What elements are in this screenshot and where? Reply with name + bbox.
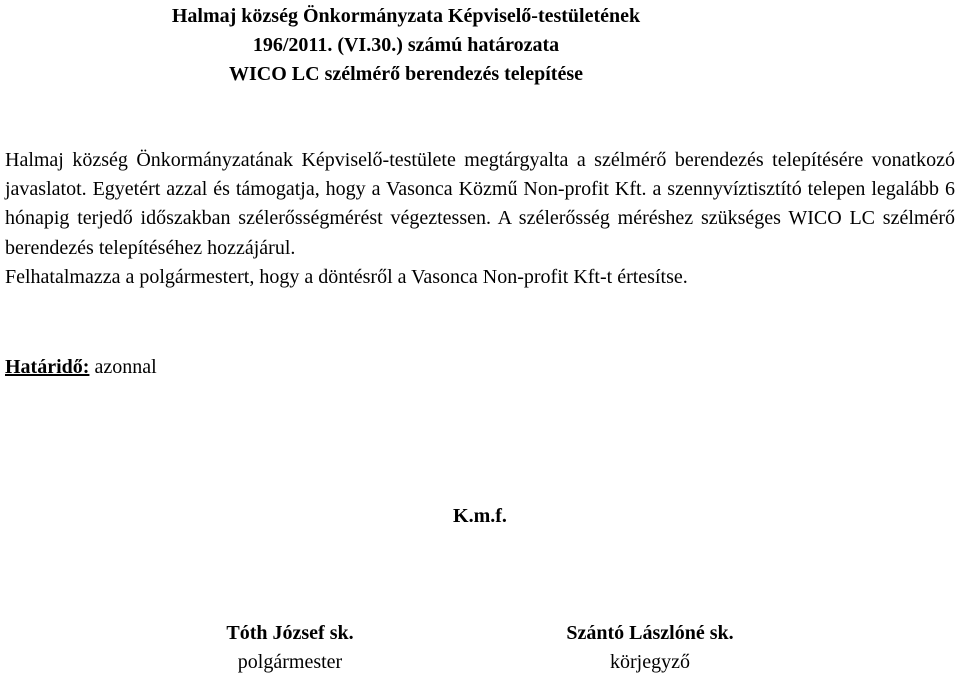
header-line-resolution-number: 196/2011. (VI.30.) számú határozata bbox=[252, 34, 560, 56]
deadline-label: Határidő: bbox=[5, 356, 90, 378]
resolution-header bbox=[0, 2, 812, 89]
deadline bbox=[5, 353, 157, 382]
resolution-body bbox=[5, 146, 955, 292]
signature-notary bbox=[540, 619, 760, 677]
signature-mayor bbox=[190, 619, 390, 677]
header-line-subject: WICO LC szélmérő berendezés telepítése bbox=[229, 63, 583, 85]
signature-name: Szántó Lászlóné sk. bbox=[566, 622, 734, 644]
kmf-mark: K.m.f. bbox=[453, 505, 507, 527]
header-line-council: Halmaj község Önkormányzata Képviselő-testületének bbox=[171, 5, 641, 27]
signature-title: polgármester bbox=[237, 651, 343, 673]
signature-name: Tóth József sk. bbox=[226, 622, 354, 644]
deadline-value: azonnal bbox=[94, 356, 157, 378]
resolution-paragraph: Halmaj község Önkormányzatának Képviselő-testülete megtárgyalta a szélmérő berendezés telepítésére vonatkozó javaslatot. Egyetért azzal és támogatja, hogy a Vasonca Közmű Non-profit Kft. a szennyvíztisztító telepen legalább 6 hónapig terjedő időszakban szélerősségmérést végeztessen. A szélerősség méréshez szükséges WICO LC szélmérő berendezés telepítéséhez hozzájárul. bbox=[5, 149, 955, 259]
signature-title: körjegyző bbox=[610, 651, 690, 673]
resolution-last-line: Felhatalmazza a polgármestert, hogy a döntésről a Vasonca Non-profit Kft-t értesítse. bbox=[5, 265, 688, 288]
